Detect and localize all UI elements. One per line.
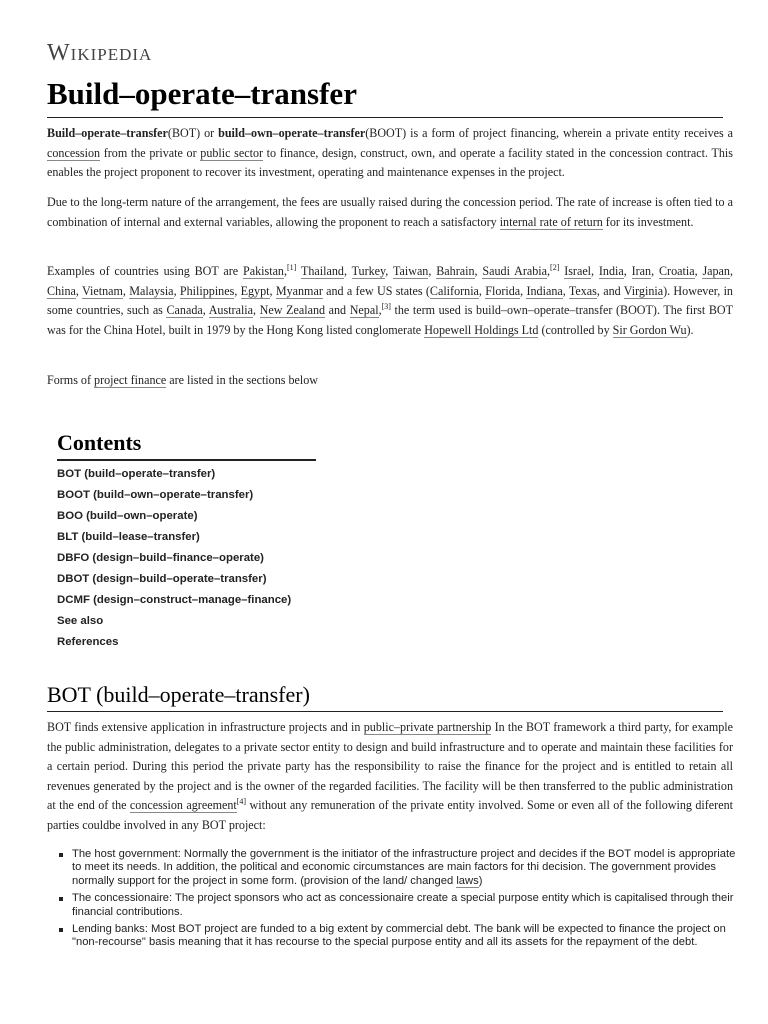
ppp-link[interactable]: public–private partnership [363,720,492,734]
new-zealand-link[interactable]: New Zealand [259,303,326,317]
countries-text-a: Examples of countries using BOT are [47,264,243,278]
bullet-icon [59,853,63,857]
countries-paragraph: Examples of countries using BOT are Pakistan,[1] Thailand, Turkey, Taiwan, Bahrain, Saudi Arabia,[2] Israel, India, Iran, Croatia, Japan, China, Vietnam, Malaysia, Philippines, Egypt, Myanmar and a few US states (California, Florida, Indiana, Texas, and Virginia). However, in some countries, such as Canada, Australia, New Zealand and Nepal,[3] the term used is build–own–operate–transfer (BOOT). The first BOT was for the China Hotel, built in 1979 by the Hong Kong listed conglomerate Hopewell Holdings Ltd (controlled by Sir Gordon Wu). [47,262,734,337]
list-item [47,923,737,950]
ref-4-link[interactable]: [4] [236,796,247,806]
intro-text-c: to finance, design, construct, own, and operate a facility stated in the concession contract. This enables the project proponent to recover its investment, operating and maintenance expenses in the project. [47,145,733,179]
toc-heading: Contents [57,430,142,455]
concession-link[interactable]: concession [47,145,101,160]
india-link[interactable]: India [598,264,624,278]
countries-and-2: and [325,303,350,317]
taiwan-link[interactable]: Taiwan [392,264,429,278]
concession-agreement-link[interactable]: concession agreement [129,798,237,812]
parties-list [47,848,737,954]
croatia-link[interactable]: Croatia [658,264,695,278]
gordon-wu-link[interactable]: Sir Gordon Wu [612,322,687,337]
bot-section-heading: BOT (build–operate–transfer) [47,682,310,707]
thailand-link[interactable]: Thailand [300,264,344,278]
malaysia-link[interactable]: Malaysia [129,283,174,298]
project-finance-link[interactable]: project finance [94,373,167,387]
philippines-link[interactable]: Philippines [179,283,235,298]
hopewell-holdings-link[interactable]: Hopewell Holdings Ltd [424,322,539,337]
bahrain-link[interactable]: Bahrain [436,264,475,278]
countries-text-e: (controlled by [538,322,613,337]
title-rule [47,117,723,118]
israel-link[interactable]: Israel [564,264,592,278]
texas-link[interactable]: Texas [568,283,597,298]
toc-item-boo[interactable]: BOO (build–own–operate) [57,510,198,522]
pakistan-link[interactable]: Pakistan [243,264,284,278]
ref-2-link[interactable]: [2] [550,262,560,272]
australia-link[interactable]: Australia [208,303,254,317]
myanmar-link[interactable]: Myanmar [275,283,323,298]
egypt-link[interactable]: Egypt [240,283,270,298]
vietnam-link[interactable]: Vietnam [81,283,123,298]
laws-link[interactable]: laws [456,874,479,887]
iran-link[interactable]: Iran [631,264,652,278]
toc-item-dbfo[interactable]: DBFO (design–build–finance–operate) [57,552,264,564]
toc-item-bot[interactable]: BOT (build–operate–transfer) [57,468,216,480]
toc-item-references[interactable]: References [57,636,119,648]
countries-text-c: ). However, in some countries, such as [47,283,733,317]
countries-and: , and [596,283,624,298]
lending-banks-text: Lending banks: Most BOT project are funded to a big extent by commercial debt. The bank will be expected to finance the project on "non-recourse" basis meaning that it has recourse to the special purpose entity and all its assets for the repayment of the debt. [72,923,726,949]
host-government-tail: ) [478,874,483,887]
ref-3-link[interactable]: [3] [381,301,391,311]
toc-rule [57,459,316,461]
fees-text-a: Due to the long-term nature of the arrangement, the fees are usually raised during the concession period. The rate of increase is often tied to a combination of internal and external variables, allowing the proponent to reach a satisfactory [47,195,733,229]
countries-text-d: the term used is build–own–operate–transfer (BOOT). The first BOT was for the China Hotel, built in 1979 by the Hong Kong listed conglomerate [47,303,734,337]
toc-item-boot[interactable]: BOOT (build–own–operate–transfer) [57,489,254,501]
turkey-link[interactable]: Turkey [351,264,386,278]
bot-text-b: In the BOT framework a third party, for example the public administration, delegates to a private sector entity to design and build infrastructure and to operate and maintain these facilities for a certain period. During this period the private party has the responsibility to raise the finance for the project and is entitled to retain all revenues generated by the project and is the owner of the regarded facilities. The facility will be then transferred to the public administration at the end of the [47,720,734,812]
bot-paragraph [47,718,733,835]
florida-link[interactable]: Florida [485,283,521,298]
toc-list [57,465,291,654]
intro-text-a: is a form of project financing, wherein a private entity receives a [406,126,733,140]
wikipedia-wordmark[interactable]: Wikipedia [47,40,153,66]
abbr-bot: (BOT) [167,126,201,140]
bullet-icon [59,897,63,901]
ref-1-link[interactable]: [1] [287,262,297,272]
bot-section-rule [47,711,723,712]
irr-link[interactable]: internal rate of return [499,214,603,229]
nepal-link[interactable]: Nepal [349,303,379,317]
host-government-text: The host government: Normally the government is the initiator of the infrastructure project and decides if the BOT model is appropriate to meet its needs. In addition, the political and economic circumstances are main factors for thi decision. The government provides normally support for the project in some form. (provision of the land/ changed [72,848,736,887]
countries-text-f: ). [686,322,694,337]
public-sector-link[interactable]: public sector [200,145,264,160]
countries-text-b: and a few US states ( [322,283,430,298]
intro-text-or: or [200,126,219,140]
bullet-icon [59,928,63,932]
california-link[interactable]: California [429,283,479,298]
list-item [47,892,737,919]
fees-paragraph [47,193,733,232]
term-bot: Build–operate–transfer [47,126,168,140]
intro-paragraph [47,124,733,183]
toc-item-blt[interactable]: BLT (build–lease–transfer) [57,531,200,543]
concessionaire-text: The concessionaire: The project sponsors who act as concessionaire create a special purpose entity which is capitalised through their financial contributions. [72,892,734,918]
list-item [47,848,737,888]
forms-text-b: are listed in the sections below [166,373,319,387]
toc-item-see-also[interactable]: See also [57,615,104,627]
virginia-link[interactable]: Virginia [623,283,664,298]
bot-text-c: without any remuneration of the private entity involved. Some or even all of the following diferent parties couldbe involved in any BOT project: [47,798,733,832]
bot-text-a: BOT finds extensive application in infrastructure projects and in [47,720,364,734]
page-title: Build–operate–transfer [47,76,357,111]
indiana-link[interactable]: Indiana [526,283,563,298]
canada-link[interactable]: Canada [166,303,203,317]
term-boot: build–own–operate–transfer [218,126,366,140]
toc-item-dcmf[interactable]: DCMF (design–construct–manage–finance) [57,594,292,606]
toc-item-dbot[interactable]: DBOT (design–build–operate–transfer) [57,573,267,585]
fees-text-b: for its investment. [602,214,694,229]
forms-text-a: Forms of [47,373,95,387]
saudi-arabia-link[interactable]: Saudi Arabia [482,264,547,278]
intro-text-b: from the private or [100,145,201,160]
forms-paragraph [47,371,733,391]
japan-link[interactable]: Japan [702,264,730,278]
abbr-boot: (BOOT) [365,126,407,140]
china-link[interactable]: China [47,283,76,298]
